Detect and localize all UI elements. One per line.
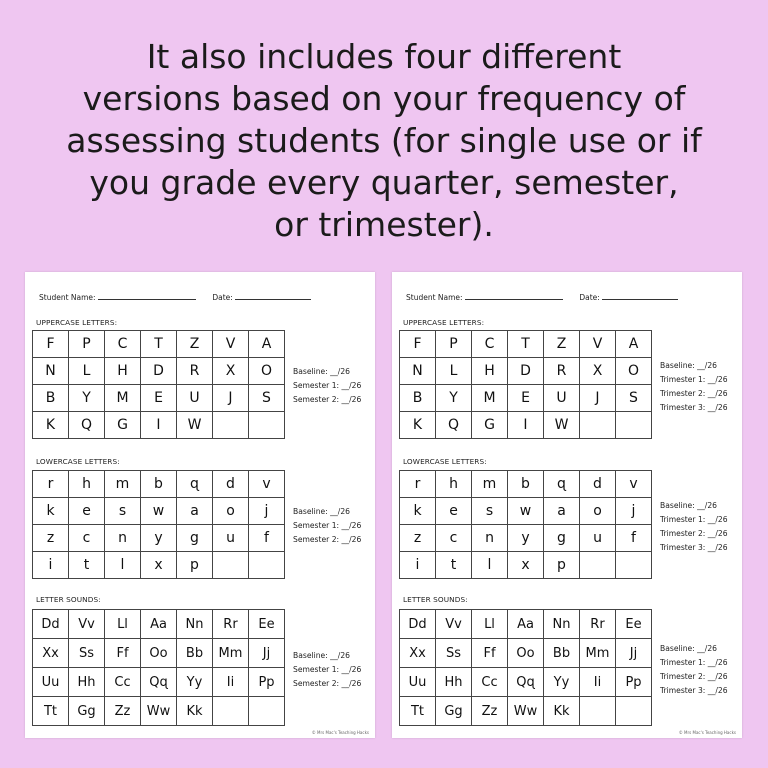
letter-cell: o	[580, 498, 616, 525]
uppercase-label: UPPERCASE LETTERS:	[403, 318, 485, 327]
letter-cell: v	[249, 471, 285, 498]
letter-cell: Ll	[105, 610, 141, 639]
letter-cell: Zz	[472, 697, 508, 726]
letter-cell: Ss	[69, 639, 105, 668]
student-info-row	[406, 291, 678, 302]
letter-cell: X	[580, 358, 616, 385]
grid-row	[33, 525, 285, 552]
letter-cell: a	[177, 498, 213, 525]
headline-line: you grade every quarter, semester,	[89, 163, 679, 202]
letter-cell	[249, 552, 285, 579]
letter-cell: Pp	[616, 668, 652, 697]
score-line: Baseline: __/26	[293, 367, 350, 376]
letter-cell: A	[249, 331, 285, 358]
letter-cell: u	[580, 525, 616, 552]
letter-cell: Ee	[249, 610, 285, 639]
letter-cell: Ee	[616, 610, 652, 639]
lowercase-scores	[660, 499, 728, 555]
letter-cell: Ii	[213, 668, 249, 697]
letter-cell: G	[105, 412, 141, 439]
letter-cell: n	[472, 525, 508, 552]
headline-line: versions based on your frequency of	[82, 79, 686, 118]
score-line: Trimester 2: __/26	[660, 389, 728, 398]
letter-cell: F	[33, 331, 69, 358]
letter-cell: D	[508, 358, 544, 385]
score-line: Trimester 3: __/26	[660, 403, 728, 412]
sounds-grid	[399, 609, 652, 726]
letter-cell: Jj	[616, 639, 652, 668]
letter-cell: e	[436, 498, 472, 525]
lowercase-label: LOWERCASE LETTERS:	[403, 457, 487, 466]
score-line: Semester 1: __/26	[293, 665, 362, 674]
sounds-label: LETTER SOUNDS:	[36, 595, 101, 604]
letter-cell: Bb	[544, 639, 580, 668]
score-line: Semester 2: __/26	[293, 395, 362, 404]
letter-cell: k	[33, 498, 69, 525]
letter-cell: u	[213, 525, 249, 552]
letter-cell: b	[508, 471, 544, 498]
letter-cell: U	[544, 385, 580, 412]
headline-line: assessing students (for single use or if	[66, 121, 702, 160]
score-line: Semester 2: __/26	[293, 535, 362, 544]
letter-cell: Nn	[544, 610, 580, 639]
letter-cell: Ww	[141, 697, 177, 726]
grid-row	[400, 471, 652, 498]
letter-cell	[616, 697, 652, 726]
letter-cell: Xx	[33, 639, 69, 668]
score-line: Semester 1: __/26	[293, 521, 362, 530]
letter-cell: G	[472, 412, 508, 439]
score-line: Trimester 2: __/26	[660, 529, 728, 538]
grid-row	[33, 610, 285, 639]
letter-cell: c	[436, 525, 472, 552]
letter-cell: x	[141, 552, 177, 579]
letter-cell: Cc	[105, 668, 141, 697]
letter-cell: Mm	[213, 639, 249, 668]
letter-cell: t	[436, 552, 472, 579]
score-line: Semester 2: __/26	[293, 679, 362, 688]
letter-cell: v	[616, 471, 652, 498]
letter-cell: B	[400, 385, 436, 412]
headline	[30, 36, 738, 246]
letter-cell: B	[33, 385, 69, 412]
letter-cell	[249, 412, 285, 439]
letter-cell: Hh	[69, 668, 105, 697]
letter-cell: Ww	[508, 697, 544, 726]
letter-cell: E	[508, 385, 544, 412]
letter-cell: J	[213, 385, 249, 412]
lowercase-scores	[293, 505, 361, 547]
score-line: Baseline: __/26	[660, 644, 717, 653]
letter-cell: c	[69, 525, 105, 552]
letter-cell: Ss	[436, 639, 472, 668]
letter-cell: V	[213, 331, 249, 358]
letter-cell: l	[472, 552, 508, 579]
letter-cell: Hh	[436, 668, 472, 697]
letter-cell: m	[105, 471, 141, 498]
letter-cell: Gg	[69, 697, 105, 726]
letter-cell: w	[508, 498, 544, 525]
letter-cell: N	[400, 358, 436, 385]
grid-row	[400, 639, 652, 668]
letter-cell: i	[33, 552, 69, 579]
letter-cell: Kk	[544, 697, 580, 726]
letter-cell: h	[69, 471, 105, 498]
letter-cell: Oo	[508, 639, 544, 668]
score-line: Baseline: __/26	[293, 651, 350, 660]
letter-cell: Ii	[580, 668, 616, 697]
letter-cell: e	[69, 498, 105, 525]
grid-row	[33, 668, 285, 697]
date-line	[235, 291, 311, 300]
letter-cell: m	[472, 471, 508, 498]
letter-cell: f	[249, 525, 285, 552]
letter-cell: t	[69, 552, 105, 579]
letter-cell: H	[472, 358, 508, 385]
grid-row	[400, 610, 652, 639]
grid-row	[400, 552, 652, 579]
score-line: Trimester 1: __/26	[660, 658, 728, 667]
sounds-scores	[660, 642, 728, 698]
uppercase-scores	[293, 365, 361, 407]
letter-cell	[580, 552, 616, 579]
uppercase-label: UPPERCASE LETTERS:	[36, 318, 118, 327]
letter-cell: Z	[544, 331, 580, 358]
copyright-footer: © Mrs Mac's Teaching Hacks	[311, 730, 369, 735]
letter-cell: g	[544, 525, 580, 552]
letter-cell: T	[508, 331, 544, 358]
letter-cell: s	[472, 498, 508, 525]
letter-cell: g	[177, 525, 213, 552]
letter-cell: L	[69, 358, 105, 385]
letter-cell: D	[141, 358, 177, 385]
uppercase-grid	[399, 330, 652, 439]
headline-line: or trimester).	[274, 205, 494, 244]
letter-cell: N	[33, 358, 69, 385]
letter-cell	[249, 697, 285, 726]
letter-cell: i	[400, 552, 436, 579]
grid-row	[33, 498, 285, 525]
letter-cell: S	[249, 385, 285, 412]
letter-cell: w	[141, 498, 177, 525]
score-line: Trimester 3: __/26	[660, 543, 728, 552]
grid-row	[33, 639, 285, 668]
letter-cell: Qɋ	[141, 668, 177, 697]
grid-row	[400, 358, 652, 385]
lowercase-grid	[399, 470, 652, 579]
sounds-scores	[293, 649, 361, 691]
letter-cell: b	[141, 471, 177, 498]
letter-cell	[213, 697, 249, 726]
score-line: Trimester 3: __/26	[660, 686, 728, 695]
letter-cell: d	[213, 471, 249, 498]
score-line: Baseline: __/26	[660, 501, 717, 510]
grid-row	[33, 358, 285, 385]
student-name-line	[98, 291, 196, 300]
letter-cell: U	[177, 385, 213, 412]
letter-cell: E	[141, 385, 177, 412]
letter-cell: O	[616, 358, 652, 385]
letter-cell: o	[213, 498, 249, 525]
letter-cell: j	[249, 498, 285, 525]
grid-row	[400, 385, 652, 412]
score-line: Baseline: __/26	[293, 507, 350, 516]
letter-cell: Bb	[177, 639, 213, 668]
letter-cell: x	[508, 552, 544, 579]
letter-cell: Ff	[105, 639, 141, 668]
letter-cell: Rr	[580, 610, 616, 639]
score-line: Trimester 2: __/26	[660, 672, 728, 681]
letter-cell: I	[508, 412, 544, 439]
letter-cell: H	[105, 358, 141, 385]
grid-row	[33, 697, 285, 726]
grid-row	[33, 471, 285, 498]
grid-row	[400, 331, 652, 358]
letter-cell: W	[177, 412, 213, 439]
lowercase-label: LOWERCASE LETTERS:	[36, 457, 120, 466]
letter-cell: Uu	[33, 668, 69, 697]
score-line: Trimester 1: __/26	[660, 515, 728, 524]
letter-cell: Yy	[177, 668, 213, 697]
letter-cell: M	[105, 385, 141, 412]
letter-cell: P	[436, 331, 472, 358]
date-line	[602, 291, 678, 300]
student-info-row	[39, 291, 311, 302]
headline-line: It also includes four different	[146, 37, 622, 76]
grid-row	[400, 412, 652, 439]
letter-cell: n	[105, 525, 141, 552]
letter-cell: r	[400, 471, 436, 498]
date-label: Date:	[212, 293, 233, 302]
grid-row	[400, 668, 652, 697]
letter-cell: Oo	[141, 639, 177, 668]
copyright-footer: © Mrs Mac's Teaching Hacks	[678, 730, 736, 735]
letter-cell: Jj	[249, 639, 285, 668]
date-label: Date:	[579, 293, 600, 302]
letter-cell: Pp	[249, 668, 285, 697]
letter-cell: Ll	[472, 610, 508, 639]
letter-cell: Vv	[69, 610, 105, 639]
letter-cell: Zz	[105, 697, 141, 726]
letter-cell: ɋ	[544, 471, 580, 498]
letter-cell: Y	[436, 385, 472, 412]
grid-row	[400, 697, 652, 726]
uppercase-scores	[660, 359, 728, 415]
letter-cell: M	[472, 385, 508, 412]
sounds-grid	[32, 609, 285, 726]
letter-cell: k	[400, 498, 436, 525]
letter-cell: Nn	[177, 610, 213, 639]
letter-cell: W	[544, 412, 580, 439]
letter-cell: Aa	[508, 610, 544, 639]
letter-cell: s	[105, 498, 141, 525]
letter-cell: A	[616, 331, 652, 358]
letter-cell: Cc	[472, 668, 508, 697]
grid-row	[33, 385, 285, 412]
assessment-sheet-trimester	[392, 272, 742, 738]
letter-cell	[213, 412, 249, 439]
letter-cell: T	[141, 331, 177, 358]
letter-cell: O	[249, 358, 285, 385]
student-name-label: Student Name:	[406, 293, 463, 302]
letter-cell: Tt	[33, 697, 69, 726]
letter-cell: K	[400, 412, 436, 439]
letter-cell: y	[141, 525, 177, 552]
letter-cell: Q	[436, 412, 472, 439]
letter-cell: r	[33, 471, 69, 498]
letter-cell: Q	[69, 412, 105, 439]
letter-cell: R	[177, 358, 213, 385]
letter-cell: Kk	[177, 697, 213, 726]
uppercase-grid	[32, 330, 285, 439]
letter-cell	[616, 552, 652, 579]
letter-cell: Dd	[400, 610, 436, 639]
letter-cell	[213, 552, 249, 579]
letter-cell: F	[400, 331, 436, 358]
score-line: Trimester 1: __/26	[660, 375, 728, 384]
letter-cell: a	[544, 498, 580, 525]
letter-cell: Gg	[436, 697, 472, 726]
student-name-label: Student Name:	[39, 293, 96, 302]
letter-cell: R	[544, 358, 580, 385]
letter-cell	[616, 412, 652, 439]
letter-cell: f	[616, 525, 652, 552]
letter-cell: p	[177, 552, 213, 579]
letter-cell: C	[472, 331, 508, 358]
letter-cell: V	[580, 331, 616, 358]
letter-cell: P	[69, 331, 105, 358]
letter-cell: p	[544, 552, 580, 579]
grid-row	[33, 552, 285, 579]
letter-cell: z	[33, 525, 69, 552]
letter-cell: j	[616, 498, 652, 525]
score-line: Semester 1: __/26	[293, 381, 362, 390]
letter-cell: ɋ	[177, 471, 213, 498]
letter-cell: S	[616, 385, 652, 412]
grid-row	[33, 331, 285, 358]
letter-cell: Aa	[141, 610, 177, 639]
letter-cell: X	[213, 358, 249, 385]
student-name-line	[465, 291, 563, 300]
sounds-label: LETTER SOUNDS:	[403, 595, 468, 604]
letter-cell: Mm	[580, 639, 616, 668]
grid-row	[400, 525, 652, 552]
letter-cell: Xx	[400, 639, 436, 668]
letter-cell: Z	[177, 331, 213, 358]
letter-cell: K	[33, 412, 69, 439]
letter-cell	[580, 412, 616, 439]
grid-row	[33, 412, 285, 439]
grid-row	[400, 498, 652, 525]
letter-cell: Y	[69, 385, 105, 412]
letter-cell: Qɋ	[508, 668, 544, 697]
letter-cell: z	[400, 525, 436, 552]
assessment-sheet-semester	[25, 272, 375, 738]
letter-cell: I	[141, 412, 177, 439]
letter-cell: d	[580, 471, 616, 498]
letter-cell: C	[105, 331, 141, 358]
score-line: Baseline: __/26	[660, 361, 717, 370]
lowercase-grid	[32, 470, 285, 579]
letter-cell: y	[508, 525, 544, 552]
letter-cell: l	[105, 552, 141, 579]
letter-cell: L	[436, 358, 472, 385]
letter-cell: Ff	[472, 639, 508, 668]
letter-cell: Uu	[400, 668, 436, 697]
letter-cell: J	[580, 385, 616, 412]
letter-cell: Vv	[436, 610, 472, 639]
letter-cell: Tt	[400, 697, 436, 726]
letter-cell: Rr	[213, 610, 249, 639]
letter-cell	[580, 697, 616, 726]
letter-cell: Yy	[544, 668, 580, 697]
letter-cell: h	[436, 471, 472, 498]
letter-cell: Dd	[33, 610, 69, 639]
